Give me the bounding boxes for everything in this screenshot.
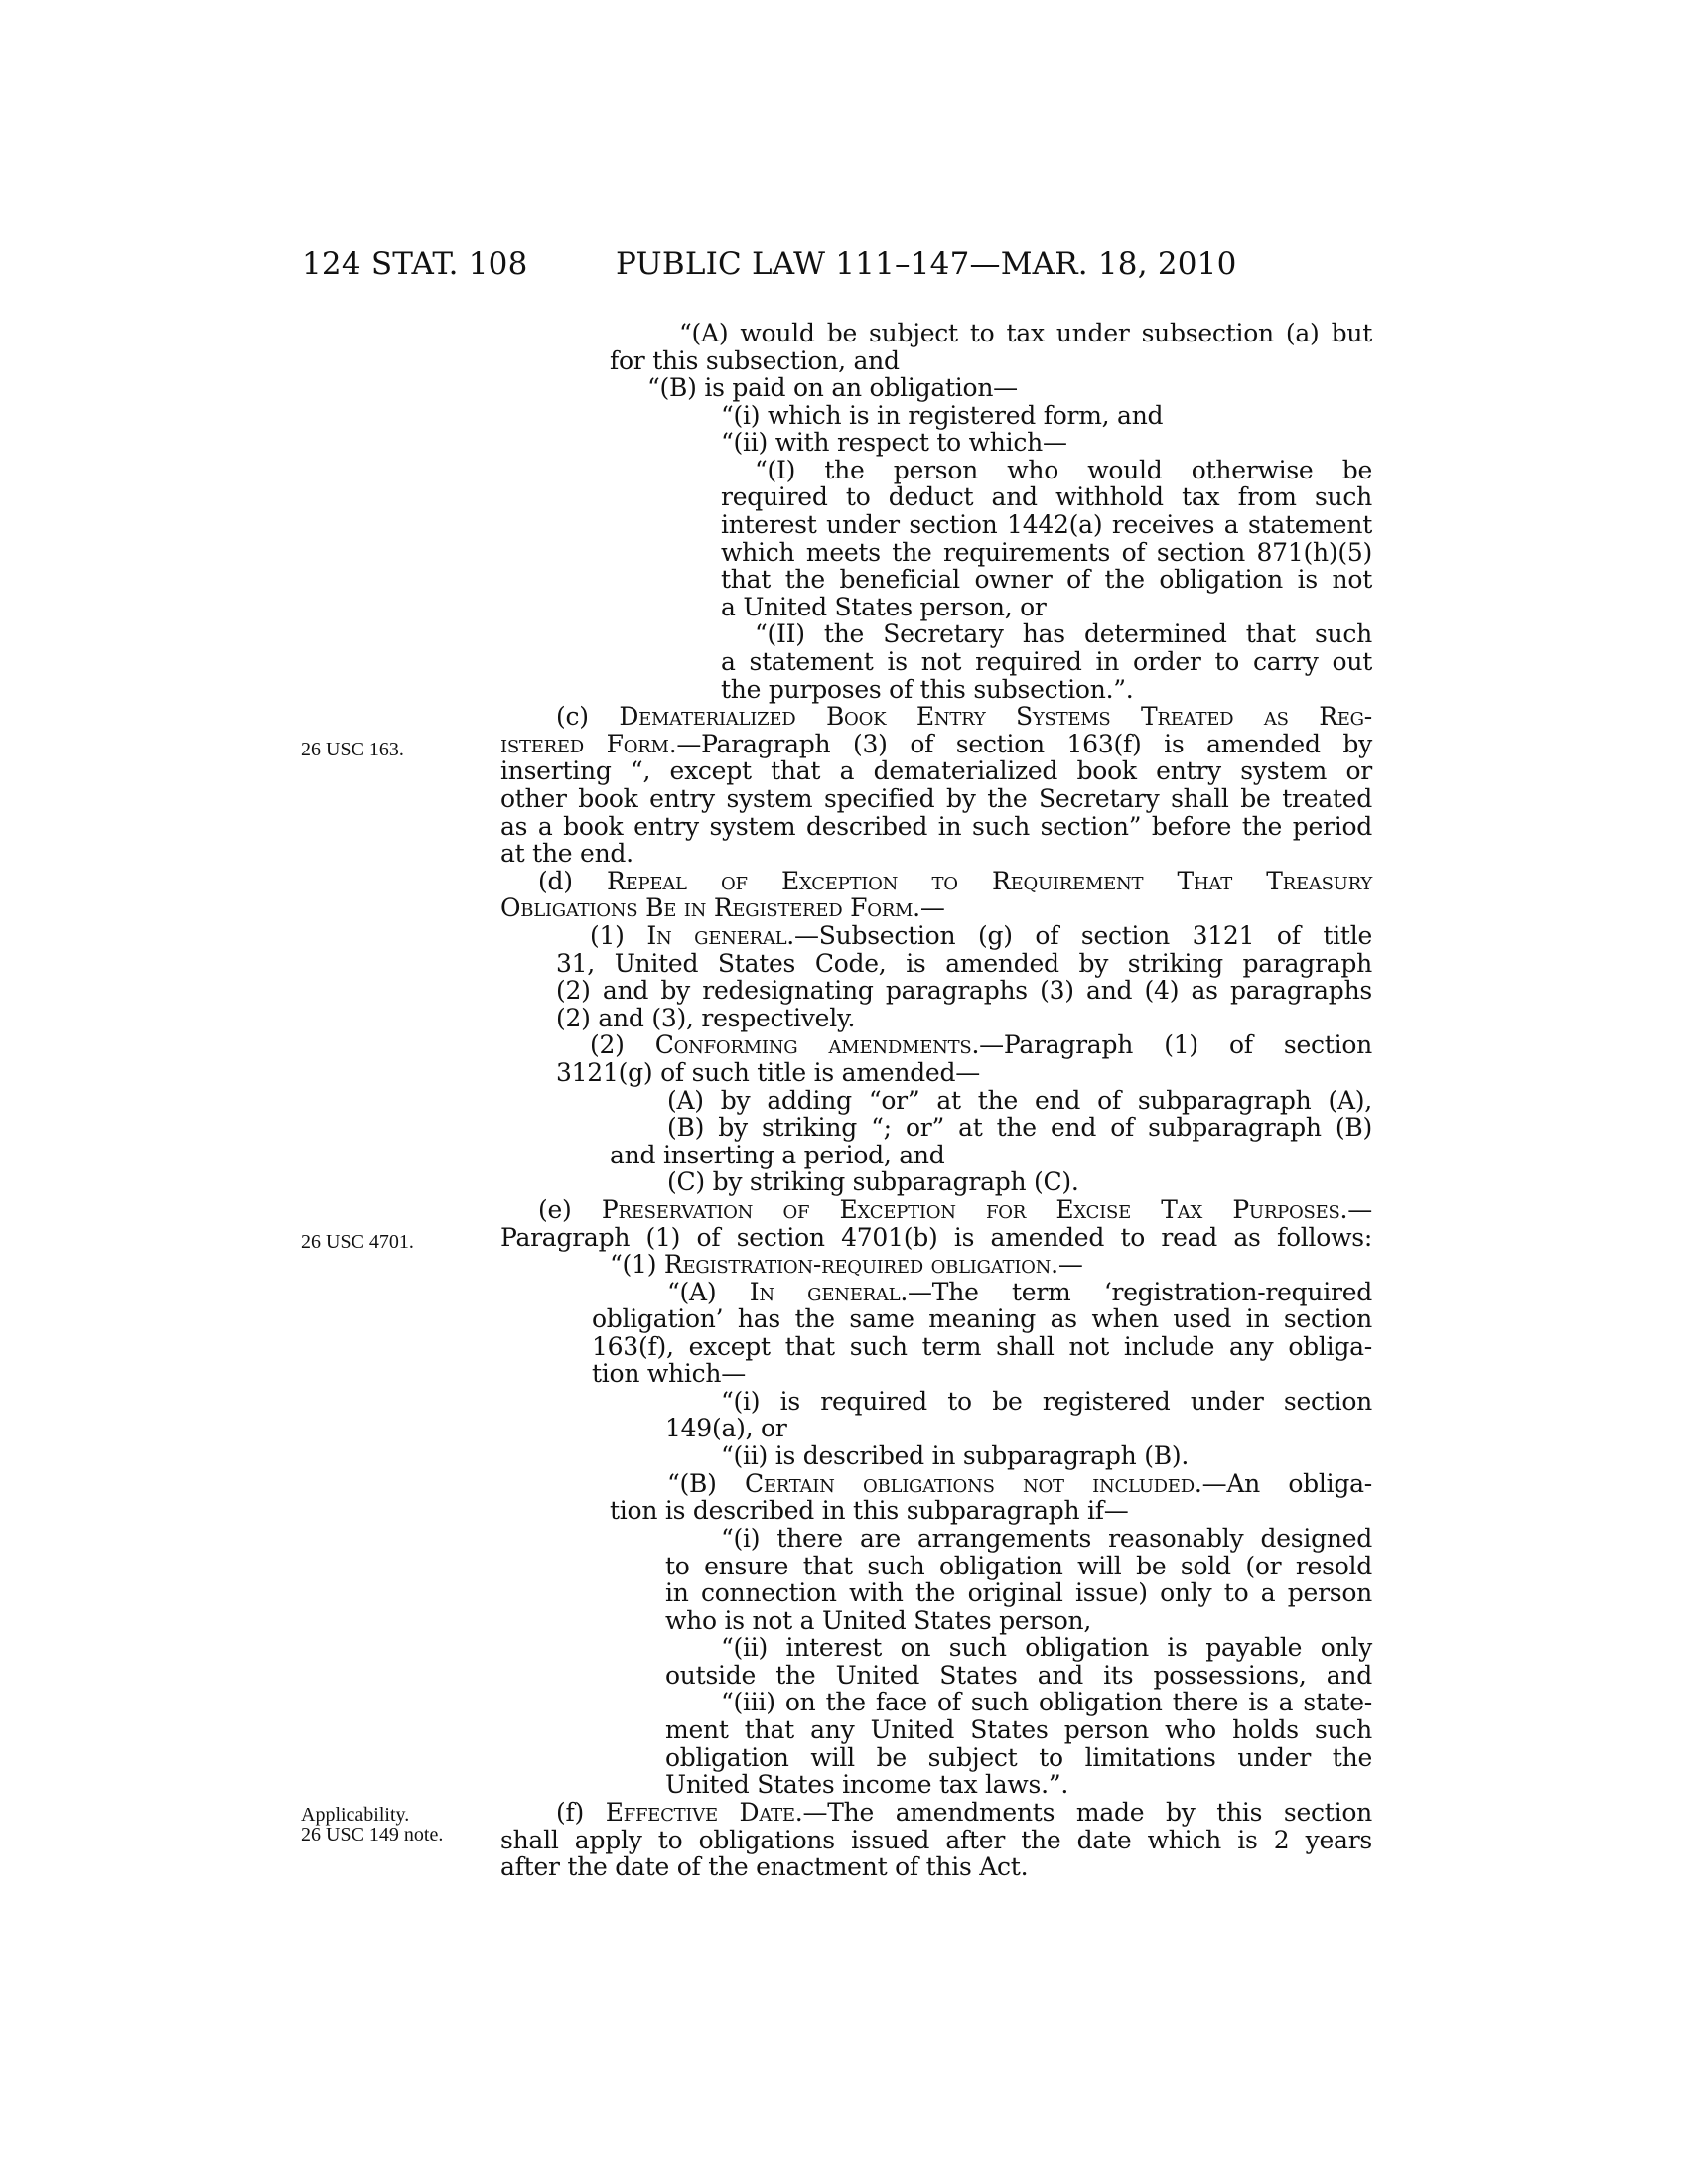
caption-small-caps: Certain obligations not included. — [745, 1469, 1202, 1498]
text-line: 163(f), except that such term shall not include any obliga- — [592, 1332, 1372, 1361]
text-line: (2) and by redesignating paragraphs (3) and (4) as paragraphs — [556, 976, 1372, 1005]
text-line: “(I) the person who would otherwise be — [755, 456, 1372, 484]
text-line: (f) Effective Date.—The amendments made by this section — [556, 1798, 1372, 1827]
text-line: obligation will be subject to limitations under the — [665, 1743, 1372, 1772]
text-line: “(i) which is in registered form, and — [721, 401, 1164, 430]
text-line: “(iii) on the face of such obligation there is a state- — [721, 1688, 1372, 1716]
text-line: a United States person, or — [721, 593, 1047, 621]
text-line: (d) Repeal of Exception to Requirement That Treasury — [538, 867, 1372, 895]
text-line: “(A) would be subject to tax under subsection (a) but — [679, 319, 1372, 347]
text-line: (C) by striking subparagraph (C). — [667, 1167, 1079, 1196]
text-line: tion is described in this subparagraph if— — [610, 1496, 1129, 1525]
text-line: “(ii) is described in subparagraph (B). — [721, 1441, 1190, 1470]
text-line: and inserting a period, and — [610, 1141, 945, 1169]
text-line: in connection with the original issue) only to a person — [665, 1578, 1372, 1607]
text-line: for this subsection, and — [610, 346, 900, 375]
text-line: shall apply to obligations issued after the date which is 2 years — [500, 1826, 1372, 1854]
text-line: obligation’ has the same meaning as when used in section — [592, 1304, 1372, 1333]
text-line: Obligations Be in Registered Form.— — [500, 893, 945, 922]
caption-small-caps: Conforming amendments. — [654, 1030, 980, 1059]
text-line: a statement is not required in order to carry out — [721, 647, 1372, 676]
text-line: (e) Preservation of Exception for Excise Tax Purposes.— — [538, 1195, 1373, 1224]
caption-small-caps: Repeal of Exception to Requirement That Treasury — [607, 867, 1372, 895]
text-line: “(A) In general.—The term ‘registration-required — [667, 1278, 1372, 1306]
text-line: 3121(g) of such title is amended— — [556, 1058, 980, 1087]
text-line: to ensure that such obligation will be sold (or resold — [665, 1552, 1372, 1580]
text-line: “(i) there are arrangements reasonably designed — [721, 1524, 1372, 1553]
text-line: interest under section 1442(a) receives a statement — [721, 510, 1372, 539]
caption-small-caps: Effective Date. — [605, 1798, 803, 1827]
text-line: “(ii) with respect to which— — [721, 428, 1067, 457]
text-line: (A) by adding “or” at the end of subparagraph (A), — [667, 1086, 1372, 1115]
text-line: “(1) Registration-required obligation.— — [610, 1250, 1083, 1279]
text-line: that the beneficial owner of the obligation is not — [721, 565, 1372, 594]
caption-small-caps: Obligations Be in Registered Form. — [500, 893, 920, 922]
text-line: (2) Conforming amendments.—Paragraph (1) of section — [590, 1030, 1372, 1059]
text-line: 31, United States Code, is amended by striking paragraph — [556, 949, 1372, 978]
text-line: 149(a), or — [665, 1414, 787, 1442]
text-line: Paragraph (1) of section 4701(b) is amended to read as follows: — [500, 1223, 1372, 1252]
page-header-title: PUBLIC LAW 111–147—MAR. 18, 2010 — [616, 246, 1237, 282]
caption-small-caps: Dematerialized Book Entry Systems Treated as Reg- — [619, 702, 1372, 731]
text-line: (c) Dematerialized Book Entry Systems Treated as Reg- — [556, 702, 1372, 731]
text-line: which meets the requirements of section 871(h)(5) — [721, 538, 1372, 567]
margin-note: 26 USC 149 note. — [301, 1824, 444, 1845]
caption-small-caps: In general. — [749, 1278, 909, 1306]
text-line: (B) by striking “; or” at the end of subparagraph (B) — [667, 1113, 1372, 1142]
text-line: “(II) the Secretary has determined that such — [755, 619, 1372, 648]
margin-note: 26 USC 4701. — [301, 1231, 414, 1253]
text-line: (2) and (3), respectively. — [556, 1004, 856, 1032]
page-header-left: 124 STAT. 108 — [302, 246, 528, 282]
text-line: ment that any United States person who holds such — [665, 1715, 1372, 1744]
text-line: United States income tax laws.”. — [665, 1770, 1069, 1799]
text-line: “(B) is paid on an obligation— — [647, 373, 1018, 402]
caption-small-caps: In general. — [646, 921, 794, 950]
text-line: as a book entry system described in such section” before the period — [500, 812, 1372, 841]
caption-small-caps: istered Form. — [500, 730, 677, 758]
margin-note: 26 USC 163. — [301, 739, 404, 760]
caption-small-caps: Registration-required obligation. — [663, 1250, 1058, 1279]
margin-note: Applicability. — [301, 1804, 410, 1826]
text-line: “(B) Certain obligations not included.—An obliga- — [667, 1469, 1373, 1498]
text-line: the purposes of this subsection.”. — [721, 675, 1134, 704]
text-line: “(i) is required to be registered under section — [721, 1387, 1372, 1416]
text-line: istered Form.—Paragraph (3) of section 163(f) is amended by — [500, 730, 1372, 758]
text-line: at the end. — [500, 839, 633, 868]
text-line: outside the United States and its possessions, and — [665, 1661, 1372, 1690]
text-line: who is not a United States person, — [665, 1606, 1092, 1635]
text-line: “(ii) interest on such obligation is payable only — [721, 1633, 1372, 1662]
text-line: required to deduct and withhold tax from such — [721, 482, 1372, 511]
text-line: other book entry system specified by the Secretary shall be treated — [500, 784, 1372, 813]
text-line: after the date of the enactment of this Act. — [500, 1852, 1029, 1881]
text-line: (1) In general.—Subsection (g) of section 3121 of title — [590, 921, 1372, 950]
text-line: inserting “, except that a dematerialized book entry system or — [500, 756, 1372, 785]
text-line: tion which— — [592, 1359, 746, 1388]
caption-small-caps: Preservation of Exception for Excise Tax Purposes. — [601, 1195, 1348, 1224]
